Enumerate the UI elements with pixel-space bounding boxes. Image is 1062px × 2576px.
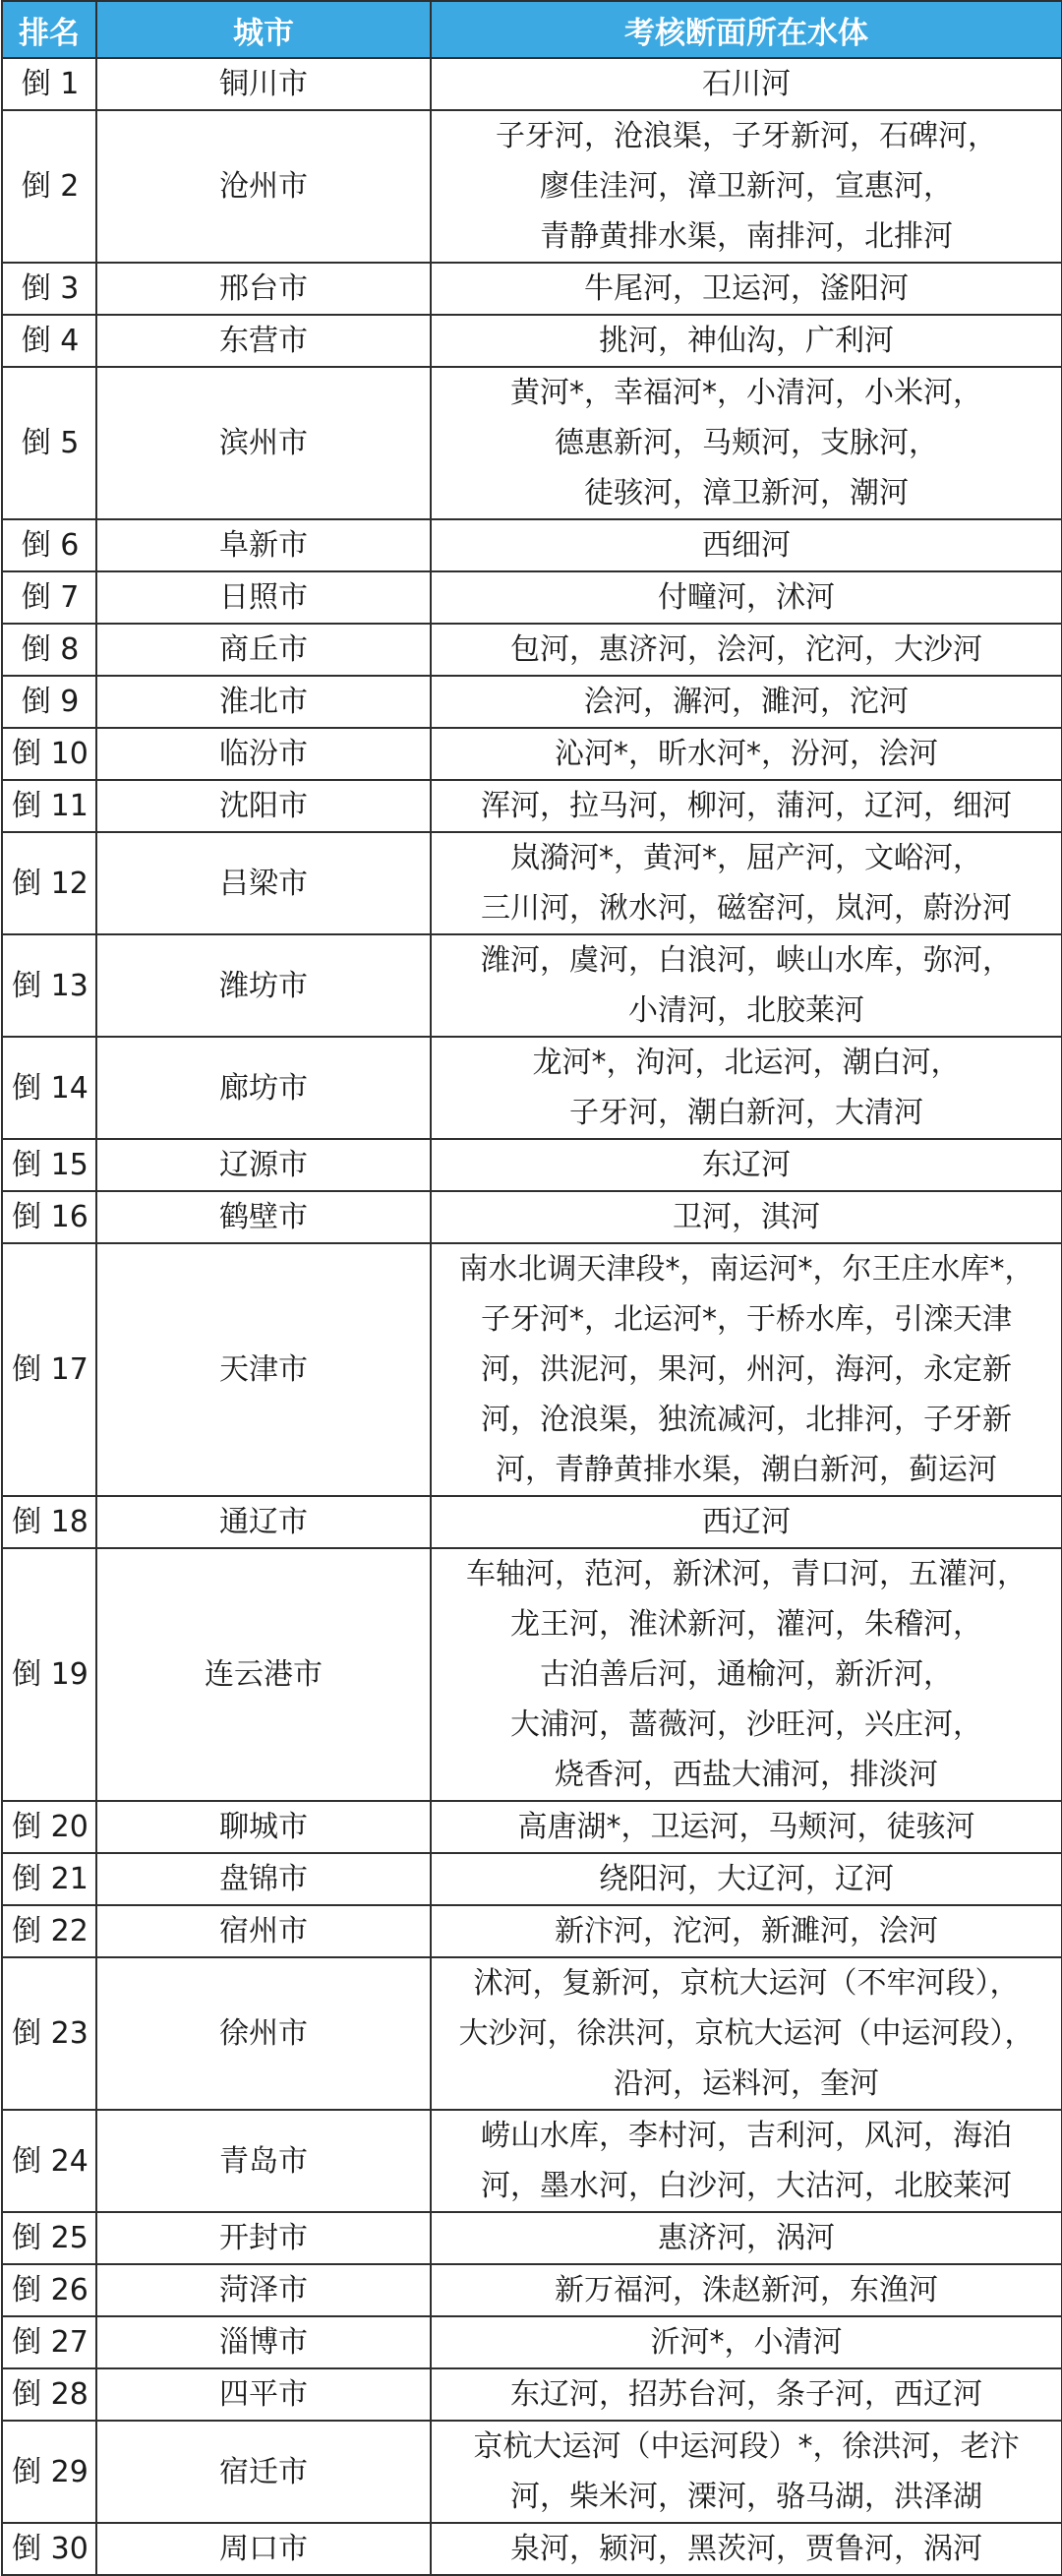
table-row: [2, 1243, 1062, 1496]
rank-cell: 倒 14: [2, 1037, 96, 1139]
rank-cell: 倒 6: [2, 519, 96, 571]
table-row: [2, 2264, 1062, 2316]
rank-cell: 倒 1: [2, 58, 96, 110]
rivers-cell: 南水北调天津段*，南运河*，尔王庄水库*， 子牙河*，北运河*，于桥水库，引滦天津 河，洪泥河，果河，州河，海河，永定新 河，沧浪渠，独流减河，北排河，子牙新 河，青静黄排水渠，潮白新河，蓟运河: [431, 1243, 1062, 1496]
table-row: [2, 934, 1062, 1037]
rank-cell: 倒 26: [2, 2264, 96, 2316]
rivers-cell: 沁河*，昕水河*，汾河，浍河: [431, 728, 1062, 780]
rivers-cell: 东辽河，招苏台河，条子河，西辽河: [431, 2368, 1062, 2421]
rank-cell: 倒 15: [2, 1139, 96, 1191]
table-row: [2, 1548, 1062, 1801]
rank-cell: 倒 2: [2, 110, 96, 263]
table-row: [2, 1191, 1062, 1243]
table-row: [2, 1037, 1062, 1139]
header-city: 城市: [96, 1, 431, 58]
rank-cell: 倒 27: [2, 2316, 96, 2368]
rivers-cell: 潍河，虞河，白浪河，峡山水库，弥河， 小清河，北胶莱河: [431, 934, 1062, 1037]
rank-cell: 倒 7: [2, 571, 96, 624]
table-row: [2, 110, 1062, 263]
city-cell: 周口市: [96, 2523, 431, 2575]
rank-cell: 倒 8: [2, 624, 96, 676]
rank-cell: 倒 9: [2, 676, 96, 728]
rank-cell: 倒 23: [2, 1957, 96, 2110]
city-cell: 天津市: [96, 1243, 431, 1496]
city-cell: 宿州市: [96, 1905, 431, 1957]
table-row: [2, 2110, 1062, 2212]
city-cell: 聊城市: [96, 1801, 431, 1853]
table-row: [2, 1905, 1062, 1957]
rank-cell: 倒 24: [2, 2110, 96, 2212]
city-cell: 宿迁市: [96, 2421, 431, 2523]
header-rank: 排名: [2, 1, 96, 58]
rank-cell: 倒 4: [2, 315, 96, 367]
table-row: [2, 263, 1062, 315]
rivers-cell: 卫河，淇河: [431, 1191, 1062, 1243]
rivers-cell: 车轴河，范河，新沭河，青口河，五灌河， 龙王河，淮沭新河，灌河，朱稽河， 古泊善后河，通榆河，新沂河， 大浦河，蔷薇河，沙旺河，兴庄河， 烧香河，西盐大浦河，排淡河: [431, 1548, 1062, 1801]
table-row: [2, 1139, 1062, 1191]
table-row: [2, 2523, 1062, 2575]
city-cell: 开封市: [96, 2212, 431, 2264]
city-cell: 通辽市: [96, 1496, 431, 1548]
table-row: [2, 624, 1062, 676]
rivers-cell: 泉河，颍河，黑茨河，贾鲁河，涡河: [431, 2523, 1062, 2575]
rivers-cell: 包河，惠济河，浍河，沱河，大沙河: [431, 624, 1062, 676]
table-row: [2, 2421, 1062, 2523]
city-cell: 商丘市: [96, 624, 431, 676]
rank-cell: 倒 12: [2, 832, 96, 934]
rivers-cell: 岚漪河*，黄河*，屈产河，文峪河， 三川河，湫水河，磁窑河，岚河，蔚汾河: [431, 832, 1062, 934]
table-row: [2, 58, 1062, 110]
city-cell: 盘锦市: [96, 1853, 431, 1905]
city-cell: 淄博市: [96, 2316, 431, 2368]
header-row: [2, 1, 1062, 58]
table-row: [2, 1853, 1062, 1905]
rivers-cell: 新万福河，洙赵新河，东渔河: [431, 2264, 1062, 2316]
table-body: [2, 58, 1062, 2575]
table-row: [2, 367, 1062, 519]
table-row: [2, 728, 1062, 780]
table-row: [2, 832, 1062, 934]
rank-cell: 倒 5: [2, 367, 96, 519]
rivers-cell: 东辽河: [431, 1139, 1062, 1191]
rank-cell: 倒 16: [2, 1191, 96, 1243]
city-cell: 阜新市: [96, 519, 431, 571]
city-cell: 连云港市: [96, 1548, 431, 1801]
city-ranking-table: [1, 0, 1062, 2576]
rivers-cell: 龙河*，泃河，北运河，潮白河， 子牙河，潮白新河，大清河: [431, 1037, 1062, 1139]
header-rivers: 考核断面所在水体: [431, 1, 1062, 58]
city-cell: 沈阳市: [96, 780, 431, 832]
rank-cell: 倒 22: [2, 1905, 96, 1957]
city-cell: 邢台市: [96, 263, 431, 315]
city-cell: 吕梁市: [96, 832, 431, 934]
rank-cell: 倒 11: [2, 780, 96, 832]
rank-cell: 倒 17: [2, 1243, 96, 1496]
rivers-cell: 付疃河，沭河: [431, 571, 1062, 624]
rank-cell: 倒 13: [2, 934, 96, 1037]
rank-cell: 倒 10: [2, 728, 96, 780]
city-cell: 菏泽市: [96, 2264, 431, 2316]
rivers-cell: 惠济河，涡河: [431, 2212, 1062, 2264]
rivers-cell: 子牙河，沧浪渠，子牙新河，石碑河， 廖佳洼河，漳卫新河，宣惠河， 青静黄排水渠，南排河，北排河: [431, 110, 1062, 263]
table-row: [2, 1957, 1062, 2110]
city-cell: 徐州市: [96, 1957, 431, 2110]
rank-cell: 倒 3: [2, 263, 96, 315]
rivers-cell: 京杭大运河（中运河段）*，徐洪河，老汴 河，柴米河，溧河，骆马湖，洪泽湖: [431, 2421, 1062, 2523]
city-cell: 青岛市: [96, 2110, 431, 2212]
city-cell: 东营市: [96, 315, 431, 367]
rank-cell: 倒 19: [2, 1548, 96, 1801]
table-row: [2, 571, 1062, 624]
city-cell: 铜川市: [96, 58, 431, 110]
table-row: [2, 2368, 1062, 2421]
rivers-cell: 牛尾河，卫运河，滏阳河: [431, 263, 1062, 315]
table-row: [2, 1801, 1062, 1853]
rivers-cell: 石川河: [431, 58, 1062, 110]
rivers-cell: 西辽河: [431, 1496, 1062, 1548]
rivers-cell: 浍河，澥河，濉河，沱河: [431, 676, 1062, 728]
rivers-cell: 挑河，神仙沟，广利河: [431, 315, 1062, 367]
city-cell: 沧州市: [96, 110, 431, 263]
rank-cell: 倒 28: [2, 2368, 96, 2421]
table-row: [2, 1496, 1062, 1548]
table-row: [2, 315, 1062, 367]
table-row: [2, 676, 1062, 728]
rivers-cell: 西细河: [431, 519, 1062, 571]
city-cell: 潍坊市: [96, 934, 431, 1037]
rivers-cell: 沂河*，小清河: [431, 2316, 1062, 2368]
city-cell: 鹤壁市: [96, 1191, 431, 1243]
city-cell: 四平市: [96, 2368, 431, 2421]
city-cell: 滨州市: [96, 367, 431, 519]
city-cell: 临汾市: [96, 728, 431, 780]
rank-cell: 倒 18: [2, 1496, 96, 1548]
rank-cell: 倒 25: [2, 2212, 96, 2264]
rivers-cell: 绕阳河，大辽河，辽河: [431, 1853, 1062, 1905]
rivers-cell: 崂山水库，李村河，吉利河，风河，海泊 河，墨水河，白沙河，大沽河，北胶莱河: [431, 2110, 1062, 2212]
rivers-cell: 黄河*，幸福河*，小清河，小米河， 德惠新河，马颊河，支脉河， 徒骇河，漳卫新河，潮河: [431, 367, 1062, 519]
table-row: [2, 2212, 1062, 2264]
city-cell: 日照市: [96, 571, 431, 624]
city-cell: 辽源市: [96, 1139, 431, 1191]
rivers-cell: 浑河，拉马河，柳河，蒲河，辽河，细河: [431, 780, 1062, 832]
rivers-cell: 高唐湖*，卫运河，马颊河，徒骇河: [431, 1801, 1062, 1853]
rivers-cell: 新汴河，沱河，新濉河，浍河: [431, 1905, 1062, 1957]
city-cell: 廊坊市: [96, 1037, 431, 1139]
rank-cell: 倒 30: [2, 2523, 96, 2575]
table-row: [2, 780, 1062, 832]
table-row: [2, 519, 1062, 571]
table-row: [2, 2316, 1062, 2368]
rank-cell: 倒 21: [2, 1853, 96, 1905]
rank-cell: 倒 20: [2, 1801, 96, 1853]
rivers-cell: 沭河，复新河，京杭大运河（不牢河段）， 大沙河，徐洪河，京杭大运河（中运河段）， 沿河，运料河，奎河: [431, 1957, 1062, 2110]
city-cell: 淮北市: [96, 676, 431, 728]
rank-cell: 倒 29: [2, 2421, 96, 2523]
